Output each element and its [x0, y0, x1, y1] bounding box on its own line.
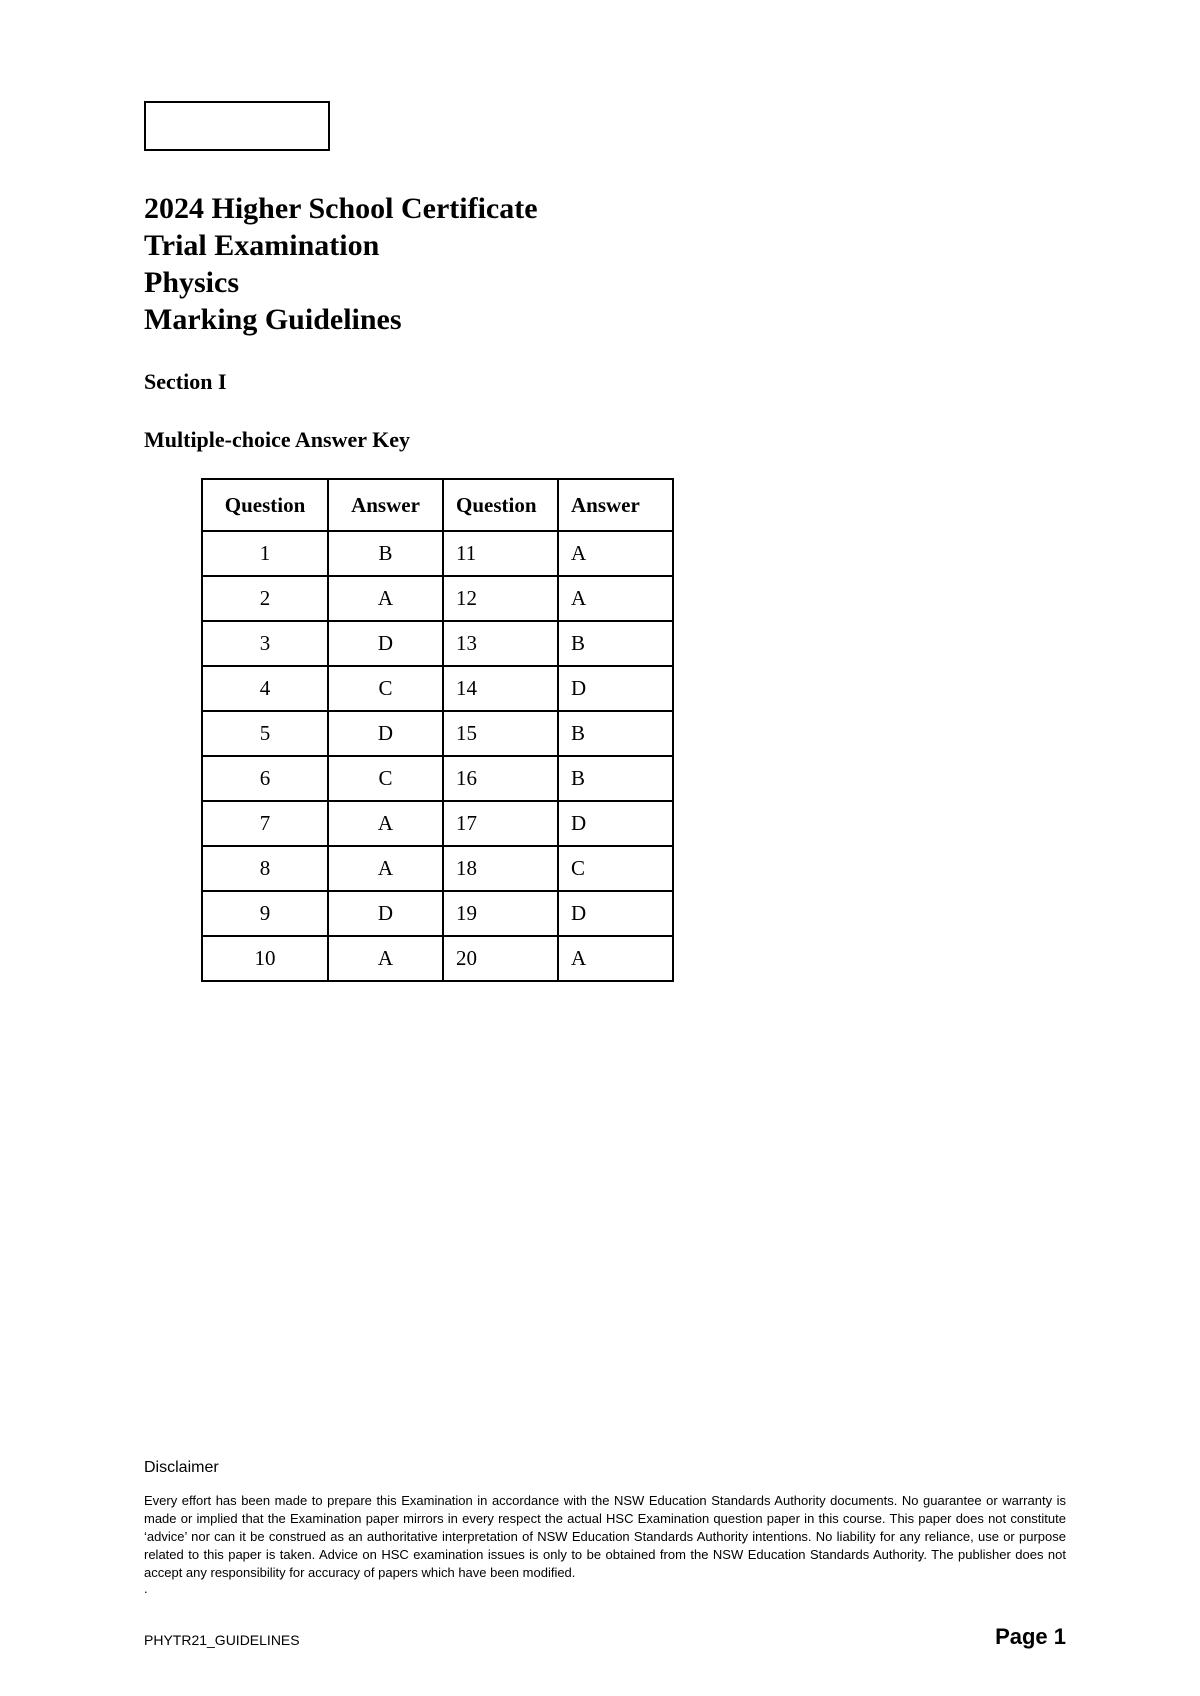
question-cell: 3 [202, 621, 328, 666]
question-cell: 16 [443, 756, 558, 801]
table-row [202, 801, 673, 846]
question-cell: 13 [443, 621, 558, 666]
question-cell: 12 [443, 576, 558, 621]
answer-cell: B [328, 531, 443, 576]
answer-cell: A [558, 576, 673, 621]
question-cell: 11 [443, 531, 558, 576]
table-row [202, 846, 673, 891]
answer-cell: D [558, 801, 673, 846]
table-row [202, 711, 673, 756]
answer-cell: D [328, 711, 443, 756]
title-line-subject: Physics [144, 266, 240, 299]
question-cell: 6 [202, 756, 328, 801]
header-answer-1: Answer [328, 479, 443, 531]
table-row [202, 531, 673, 576]
question-cell: 18 [443, 846, 558, 891]
answer-cell: A [328, 576, 443, 621]
answer-cell: B [558, 621, 673, 666]
question-cell: 5 [202, 711, 328, 756]
answer-cell: D [558, 666, 673, 711]
answer-cell: D [558, 891, 673, 936]
question-cell: 8 [202, 846, 328, 891]
footer-document-code: PHYTR21_GUIDELINES [144, 1632, 300, 1648]
answer-key-table [201, 478, 674, 982]
answer-cell: A [328, 801, 443, 846]
answer-cell: C [328, 666, 443, 711]
table-row [202, 891, 673, 936]
answer-cell: A [328, 846, 443, 891]
student-number-box [144, 101, 330, 151]
header-answer-2: Answer [558, 479, 673, 531]
title-line-trial: Trial Examination [144, 229, 380, 262]
question-cell: 7 [202, 801, 328, 846]
question-cell: 19 [443, 891, 558, 936]
table-row [202, 576, 673, 621]
title-line-guidelines: Marking Guidelines [144, 303, 402, 336]
disclaimer [144, 1458, 1066, 1596]
disclaimer-title: Disclaimer [144, 1459, 219, 1476]
footer-page-number: Page 1 [995, 1624, 1066, 1649]
question-cell: 14 [443, 666, 558, 711]
answer-cell: D [328, 621, 443, 666]
table-header-row [202, 479, 673, 531]
question-cell: 1 [202, 531, 328, 576]
answer-cell: C [328, 756, 443, 801]
question-cell: 9 [202, 891, 328, 936]
question-cell: 2 [202, 576, 328, 621]
answer-key-heading: Multiple-choice Answer Key [144, 427, 410, 452]
title-line-certificate: 2024 Higher School Certificate [144, 192, 538, 225]
table-row [202, 756, 673, 801]
answer-cell: B [558, 711, 673, 756]
question-cell: 15 [443, 711, 558, 756]
section-heading: Section I [144, 369, 227, 394]
title-block [144, 190, 538, 338]
table-row [202, 666, 673, 711]
disclaimer-text: Every effort has been made to prepare this Examination in accordance with the NSW Education Standards Authority documents. No guarantee or warranty is made or implied that the Examination paper mirrors in every respect the actual HSC Examination question paper in this course. This paper does not constitute ‘advice’ nor can it be construed as an authoritative interpretation of NSW Education Standards Authority intentions. No liability for any reliance, use or purpose related to this paper is taken. Advice on HSC examination issues is only to be obtained from the NSW Education Standards Authority. The publisher does not accept any responsibility for accuracy of papers which have been modified. [144, 1493, 1066, 1580]
disclaimer-trailing-mark: . [144, 1581, 148, 1596]
question-cell: 17 [443, 801, 558, 846]
answer-cell: C [558, 846, 673, 891]
question-cell: 4 [202, 666, 328, 711]
answer-cell: A [558, 936, 673, 981]
header-question-1: Question [202, 479, 328, 531]
answer-cell: B [558, 756, 673, 801]
question-cell: 20 [443, 936, 558, 981]
answer-cell: A [328, 936, 443, 981]
table-row [202, 936, 673, 981]
table-row [202, 621, 673, 666]
question-cell: 10 [202, 936, 328, 981]
header-question-2: Question [443, 479, 558, 531]
answer-cell: D [328, 891, 443, 936]
answer-cell: A [558, 531, 673, 576]
